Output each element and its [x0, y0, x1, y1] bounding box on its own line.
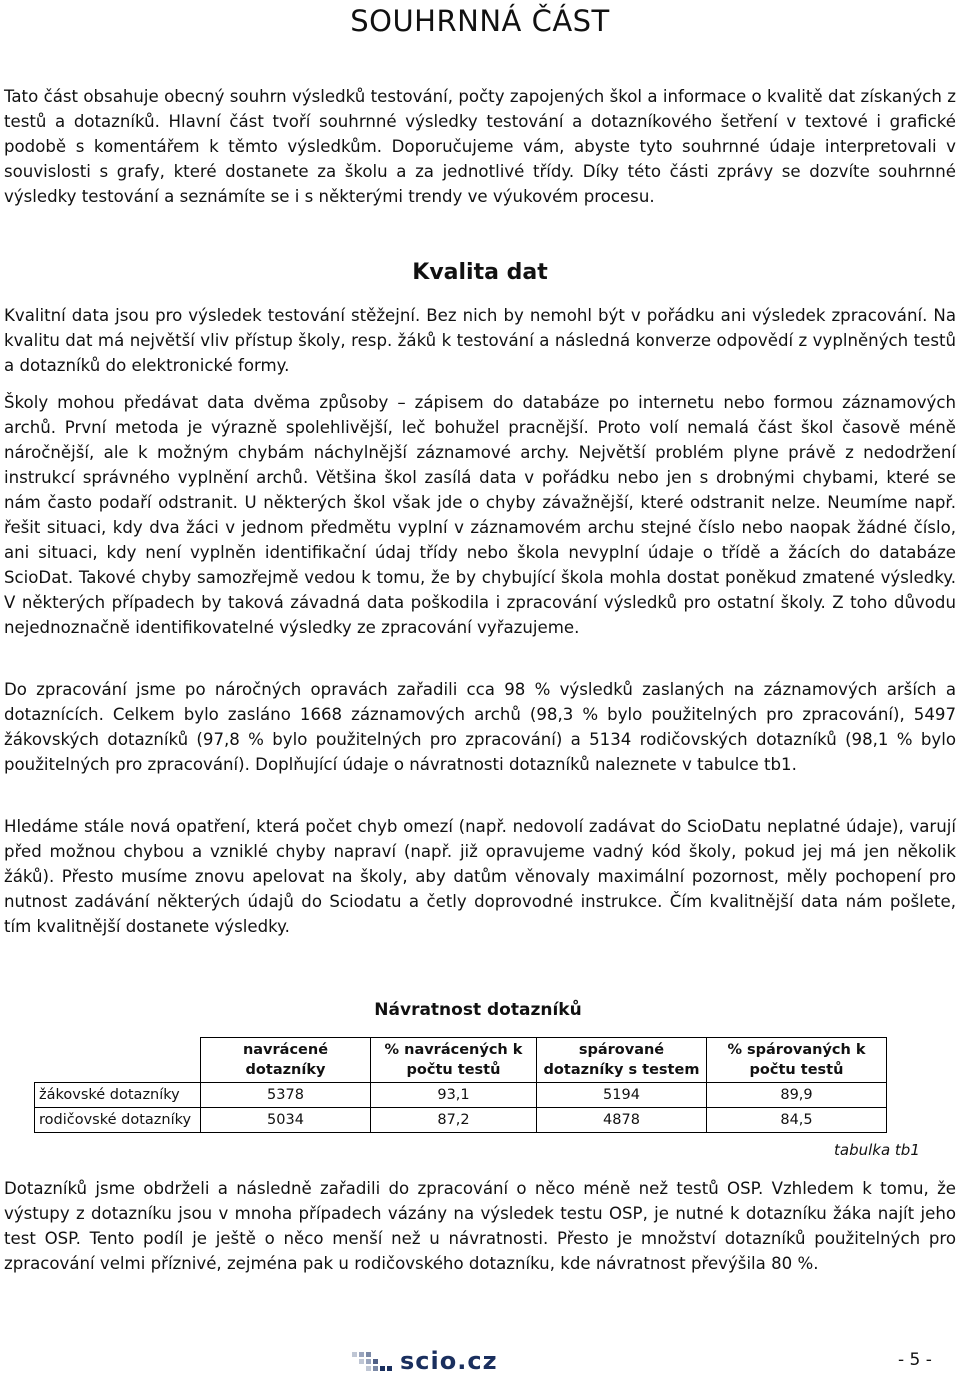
data-quality-paragraph: Kvalitní data jsou pro výsledek testování stěžejní. Bez nich by nemohl být v pořádku ani výsledek zpracování. Na kvalitu dat má největší vliv přístup školy, resp. žáků k testování a následná konverze odpovědí z vyplněných testů a dotazníků do elektronické formy.: [4, 306, 956, 375]
table-row-label: žákovské dotazníky: [35, 1083, 201, 1108]
table-cell: 84,5: [707, 1108, 887, 1133]
table-caption: tabulka tb1: [834, 1141, 920, 1159]
table-cell: 87,2: [371, 1108, 537, 1133]
returns-table: [34, 1037, 887, 1133]
table-row: [35, 1083, 887, 1108]
table-header-cell: % navrácených k počtu testů: [371, 1038, 537, 1083]
page-title: SOUHRNNÁ ČÁST: [350, 4, 610, 38]
table-cell: 5034: [201, 1108, 371, 1133]
processing-stats-paragraph: Do zpracování jsme po náročných opravách zařadili cca 98 % výsledků zaslaných na záznamových arších a dotaznících. Celkem bylo zasláno 1668 záznamových archů (98,3 % bylo použitelných pro zpracování), 5497 žákovských dotazníků (97,8 % bylo použitelných pro zpracování) a 5134 rodičovských dotazníků (98,1 % bylo použitelných pro zpracování). Doplňující údaje o návratnosti dotazníků naleznete v tabulce tb1.: [4, 680, 956, 774]
table-cell: 4878: [537, 1108, 707, 1133]
table-title: Návratnost dotazníků: [374, 1000, 582, 1020]
section-heading: Kvalita dat: [412, 260, 548, 285]
table-header-cell: spárované dotazníky s testem: [537, 1038, 707, 1083]
logo-dots-icon: [352, 1348, 396, 1374]
table-cell: 93,1: [371, 1083, 537, 1108]
table-cell: 5378: [201, 1083, 371, 1108]
table-cell: 5194: [537, 1083, 707, 1108]
table-corner-cell: [35, 1038, 201, 1083]
measures-paragraph: Hledáme stále nová opatření, která počet chyb omezí (např. nedovolí zadávat do ScioDatu neplatné údaje), varují před možnou chybou a vzniklé chyby napraví (např. již opravujeme vadný kód školy, pokud jej má jen několik žáků). Přesto musíme znovu apelovat na školy, aby datům věnovaly maximální pozornost, měly pochopení pro nutnost zadávání některých údajů do Sciodatu a četly doprovodné instrukce. Čím kvalitnější data nám pošlete, tím kvalitnější dostanete výsledky.: [4, 817, 956, 936]
scio-logo: [352, 1346, 498, 1376]
questionnaire-paragraph: Dotazníků jsme obdrželi a následně zařadili do zpracování o něco méně než testů OSP. Vzhledem k tomu, že výstupy z dotazníku jsou v mnoha případech vázány na výsledek testu OSP, je nutné k dotazníku žáka najít jeho test OSP. Tento podíl je ještě o něco menší než u návratnosti. Přesto je množství dotazníků použitelných pro zpracování velmi příznivé, zejména pak u rodičovského dotazníku, kde návratnost převýšila 80 %.: [4, 1179, 956, 1273]
table-header-cell: % spárovaných k počtu testů: [707, 1038, 887, 1083]
page-number: - 5 -: [898, 1350, 932, 1370]
table-header-row: [35, 1038, 887, 1083]
table-header-cell: navrácené dotazníky: [201, 1038, 371, 1083]
table-cell: 89,9: [707, 1083, 887, 1108]
data-submission-paragraph: Školy mohou předávat data dvěma způsoby – zápisem do databáze po internetu nebo formou záznamových archů. První metoda je výrazně spolehlivější, leč bohužel pracnější. Proto volí nemalá část škol časově méně náročnější, ale k možným chybám náchylnější záznamové archy. Největší problém plyne právě z nedodržení instrukcí správného vyplnění archů. Většina škol zasílá data v pořádku nebo jen s drobnými chybami, které se nám často podaří odstranit. U některých škol však jde o chyby závažnější, které odstranit nelze. Neumíme např. řešit situaci, kdy dva žáci v jednom předmětu vyplní v záznamovém archu stejné číslo nebo naopak žádné číslo, ani situaci, kdy není vyplněn identifikační údaj třídy nebo škola nevyplní údaje o třídě a žácích do databáze ScioDat. Takové chyby samozřejmě vedou k tomu, že by chybující škola mohla dostat poněkud zmatené výsledky. V některých případech by taková závadná data poškodila i zpracování výsledků pro ostatní školy. Z toho důvodu nejednoznačně identifikovatelné výsledky ze zpracování vyřazujeme.: [4, 393, 956, 637]
table-row: [35, 1108, 887, 1133]
intro-paragraph: Tato část obsahuje obecný souhrn výsledků testování, počty zapojených škol a informace o kvalitě dat získaných z testů a dotazníků. Hlavní část tvoří souhrnné výsledky testování a dotazníkového šetření v textové i grafické podobě s komentářem k těmto výsledkům. Doporučujeme vám, abyste tyto souhrnné údaje interpretovali v souvislosti s grafy, které dostanete za školu a za jednotlivé třídy. Díky této části zprávy se dozvíte souhrnné výsledky testování a seznámíte se i s některými trendy ve výukovém procesu.: [4, 87, 956, 206]
logo-text: scio.cz: [400, 1347, 498, 1375]
table-row-label: rodičovské dotazníky: [35, 1108, 201, 1133]
